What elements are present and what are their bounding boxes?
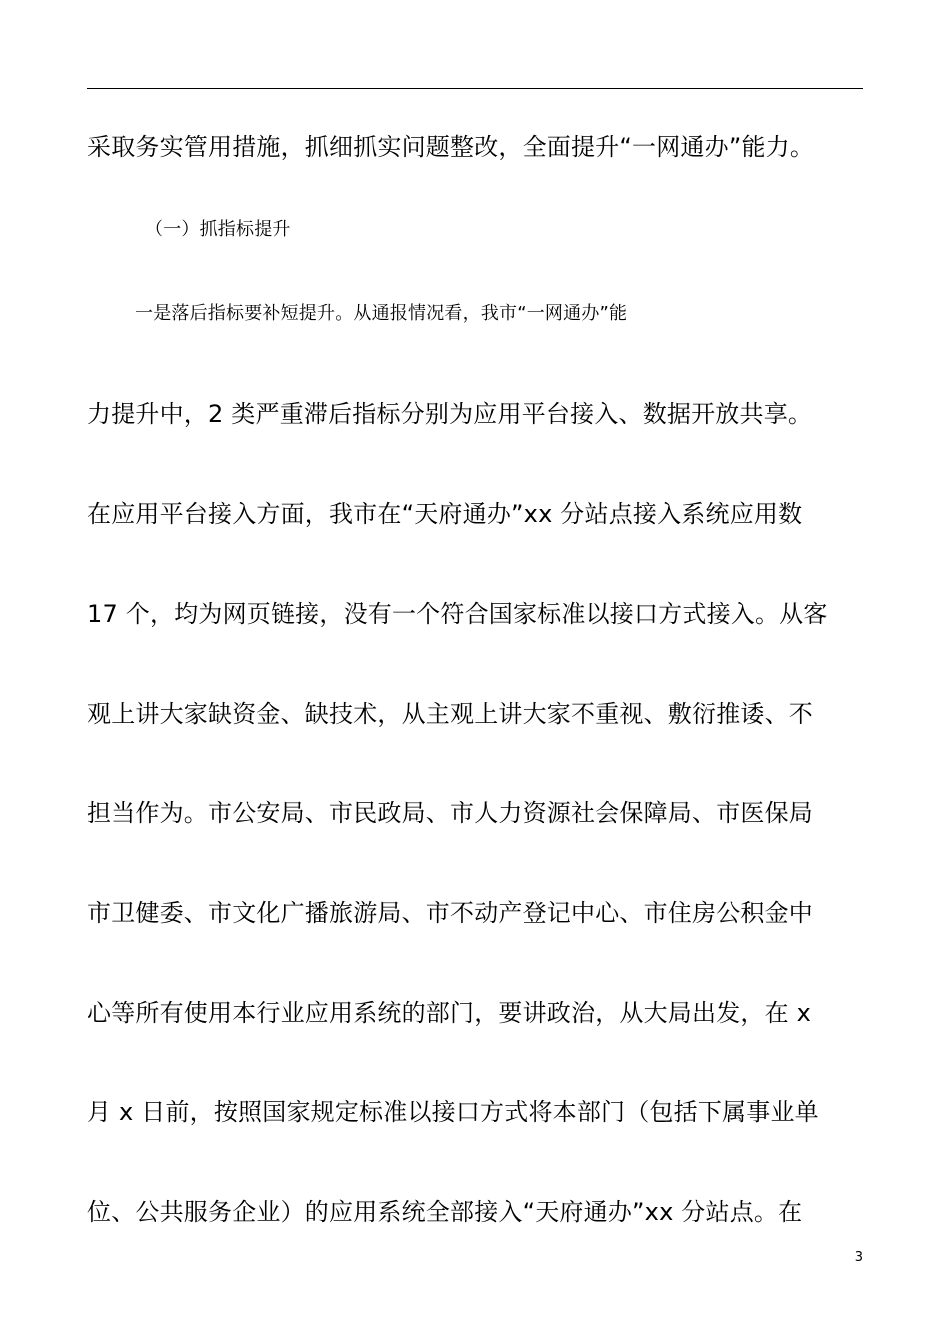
- header-rule: [87, 88, 863, 89]
- body-line-6: 17 个，均为网页链接，没有一个符合国家标准以接口方式接入。从客: [87, 600, 828, 628]
- body-line-1: 采取务实管用措施，抓细抓实问题整改，全面提升“一网通办”能力。: [87, 133, 815, 161]
- body-line-5: 在应用平台接入方面，我市在“天府通办”xx 分站点接入系统应用数: [87, 500, 803, 528]
- body-line-9: 市卫健委、市文化广播旅游局、市不动产登记中心、市住房公积金中: [87, 899, 813, 927]
- body-line-11: 月 x 日前，按照国家规定标准以接口方式将本部门（包括下属事业单: [87, 1098, 819, 1126]
- page-number: 3: [854, 1250, 863, 1265]
- body-line-10: 心等所有使用本行业应用系统的部门，要讲政治，从大局出发，在 x: [87, 999, 812, 1027]
- section-heading: （一）抓指标提升: [145, 219, 291, 240]
- body-line-8: 担当作为。市公安局、市民政局、市人力资源社会保障局、市医保局: [87, 799, 813, 827]
- body-line-7: 观上讲大家缺资金、缺技术，从主观上讲大家不重视、敷衍推诿、不: [87, 700, 813, 728]
- body-line-3: 一是落后指标要补短提升。从通报情况看，我市“一网通办”能: [135, 303, 628, 324]
- body-line-4: 力提升中，2 类严重滞后指标分别为应用平台接入、数据开放共享。: [87, 400, 813, 428]
- body-line-12: 位、公共服务企业）的应用系统全部接入“天府通办”xx 分站点。在: [87, 1198, 803, 1226]
